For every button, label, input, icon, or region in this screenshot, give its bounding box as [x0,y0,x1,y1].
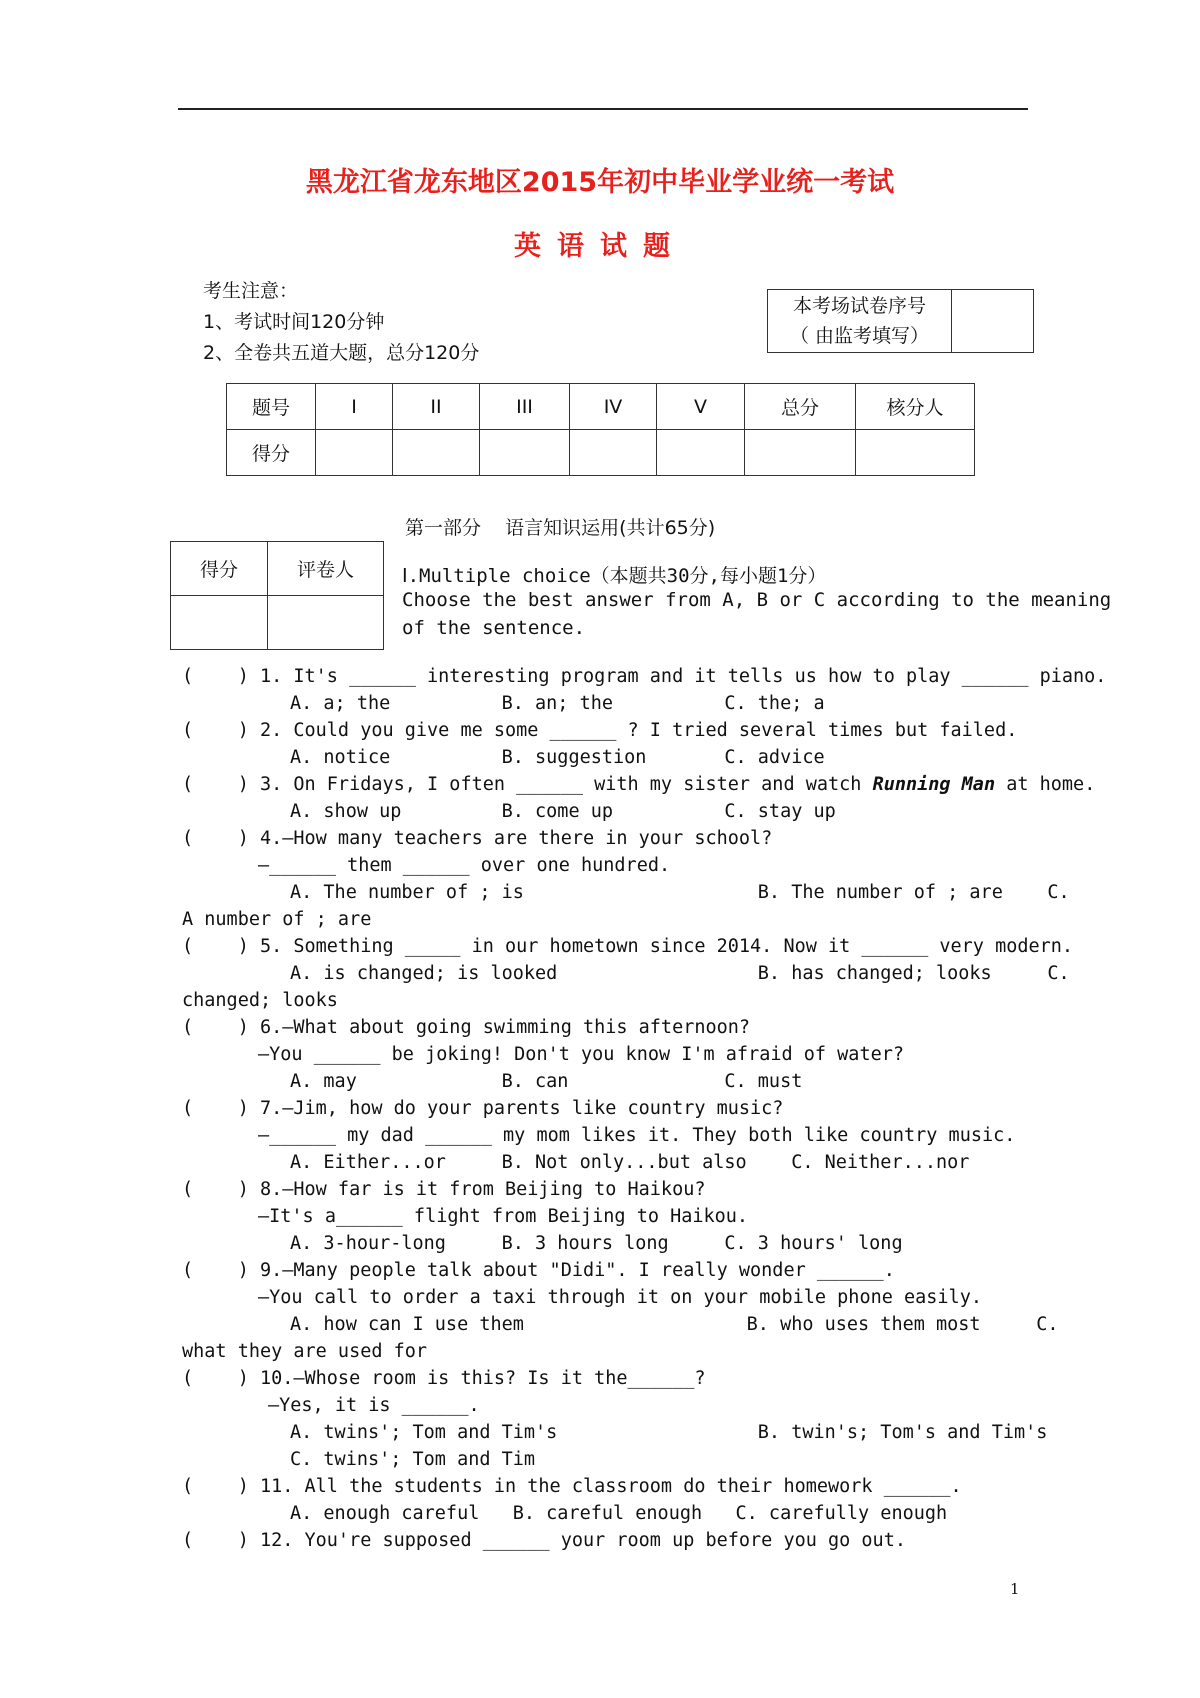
question-12-stem: ( ) 12. You're supposed ______ your room up before you go out. [182,1530,906,1551]
question-7-reply: —______ my dad ______ my mom likes it. They both like country music. [258,1125,1016,1146]
question-3-stem-post: at home. [995,774,1096,795]
question-1-stem: ( ) 1. It's ______ interesting program and it tells us how to play ______ piano. [182,666,1107,687]
score-header-cell: III [480,384,570,430]
score-cell [480,430,570,476]
question-2-stem: ( ) 2. Could you give me some ______ ? I tried several times but failed. [182,720,1018,741]
question-8-reply: —It's a______ flight from Beijing to Haikou. [258,1206,749,1227]
question-11-stem: ( ) 11. All the students in the classroom do their homework ______. [182,1476,962,1497]
score-table [226,383,975,476]
exam-subtitle: 英语试题 [514,231,686,262]
question-8-options: A. 3-hour-long B. 3 hours long C. 3 hours' long [290,1233,903,1254]
notice-heading: 考生注意： [203,280,299,302]
question-5-options: A. is changed; is looked B. has changed; looks C. [290,963,1070,984]
score-header-cell: II [393,384,480,430]
seat-number-field [952,290,1033,352]
score-header-cell: 总分 [745,384,856,430]
question-4-reply: —______ them ______ over one hundred. [258,855,671,876]
score-cell [316,430,393,476]
score-cell [745,430,856,476]
score-row-label: 得分 [227,430,316,476]
question-11-options: A. enough careful B. careful enough C. carefully enough [290,1503,948,1524]
question-3-title-emphasis: Running Man [872,774,996,795]
question-3-stem [182,774,1095,795]
question-6-options: A. may B. can C. must [290,1071,803,1092]
score-header-cell: I [316,384,393,430]
question-7-stem: ( ) 7.—Jim, how do your parents like country music? [182,1098,784,1119]
question-4-stem: ( ) 4.—How many teachers are there in your school? [182,828,773,849]
grader-score-cell [171,596,268,650]
seat-label-line1: 本考场试卷序号 [792,295,926,317]
part-instruction-2: of the sentence. [402,617,586,639]
question-9-stem: ( ) 9.—Many people talk about "Didi". I really wonder ______. [182,1260,895,1281]
question-5-stem: ( ) 5. Something _____ in our hometown since 2014. Now it ______ very modern. [182,936,1074,957]
question-3-stem-pre: ( ) 3. On Fridays, I often ______ with my sister and watch [182,774,873,795]
seat-label-line2: （ 由监考填写） [789,325,930,347]
question-9-reply: —You call to order a taxi through it on your mobile phone easily. [258,1287,982,1308]
score-cell [856,430,975,476]
question-2-options: A. notice B. suggestion C. advice [290,747,825,768]
question-7-options: A. Either...or B. Not only...but also C. Neither...nor [290,1152,970,1173]
score-header-cell: V [657,384,745,430]
top-rule [178,108,1028,110]
score-cell [393,430,480,476]
part-title: Ⅰ.Multiple choice（本题共30分,每小题1分） [402,565,827,587]
seat-number-box [767,289,1034,353]
question-5-options-wrap: changed; looks [182,990,338,1011]
score-header-cell: IV [570,384,657,430]
question-10-options: A. twins'; Tom and Tim's B. twin's; Tom's and Tim's [290,1422,1048,1443]
score-cell [657,430,745,476]
score-header-cell: 题号 [227,384,316,430]
question-9-options-wrap: what they are used for [182,1341,428,1362]
question-3-options: A. show up B. come up C. stay up [290,801,836,822]
question-4-options: A. The number of ; is B. The number of ; are C. [290,882,1070,903]
question-10-stem: ( ) 10.—Whose room is this? Is it the______? [182,1368,706,1389]
grader-reviewer-cell [268,596,384,650]
grader-reviewer-label: 评卷人 [268,542,384,596]
score-table-score-row [227,430,975,476]
notice-item-1: 1、考试时间120分钟 [203,311,385,333]
score-header-cell: 核分人 [856,384,975,430]
question-8-stem: ( ) 8.—How far is it from Beijing to Haikou? [182,1179,706,1200]
score-cell [570,430,657,476]
question-9-options: A. how can I use them B. who uses them most C. [290,1314,1059,1335]
seat-number-label [768,290,952,352]
part-instruction-1: Choose the best answer from A, B or C according to the meaning [402,589,1112,611]
section-heading: 第一部分 语言知识运用(共计65分) [405,517,716,539]
score-table-header-row [227,384,975,430]
question-4-options-wrap: A number of ; are [182,909,372,930]
page-number: 1 [1010,1580,1020,1598]
question-10-reply: —Yes, it is ______. [268,1395,480,1416]
question-6-reply: —You ______ be joking! Don't you know I'm afraid of water? [258,1044,905,1065]
notice-item-2: 2、全卷共五道大题，总分120分 [203,342,480,364]
question-10-options-2: C. twins'; Tom and Tim [290,1449,536,1470]
grader-table [170,541,384,650]
question-1-options: A. a; the B. an; the C. the; a [290,693,825,714]
exam-title: 黑龙江省龙东地区2015年初中毕业学业统一考试 [305,167,895,198]
grader-score-label: 得分 [171,542,268,596]
question-6-stem: ( ) 6.—What about going swimming this afternoon? [182,1017,751,1038]
